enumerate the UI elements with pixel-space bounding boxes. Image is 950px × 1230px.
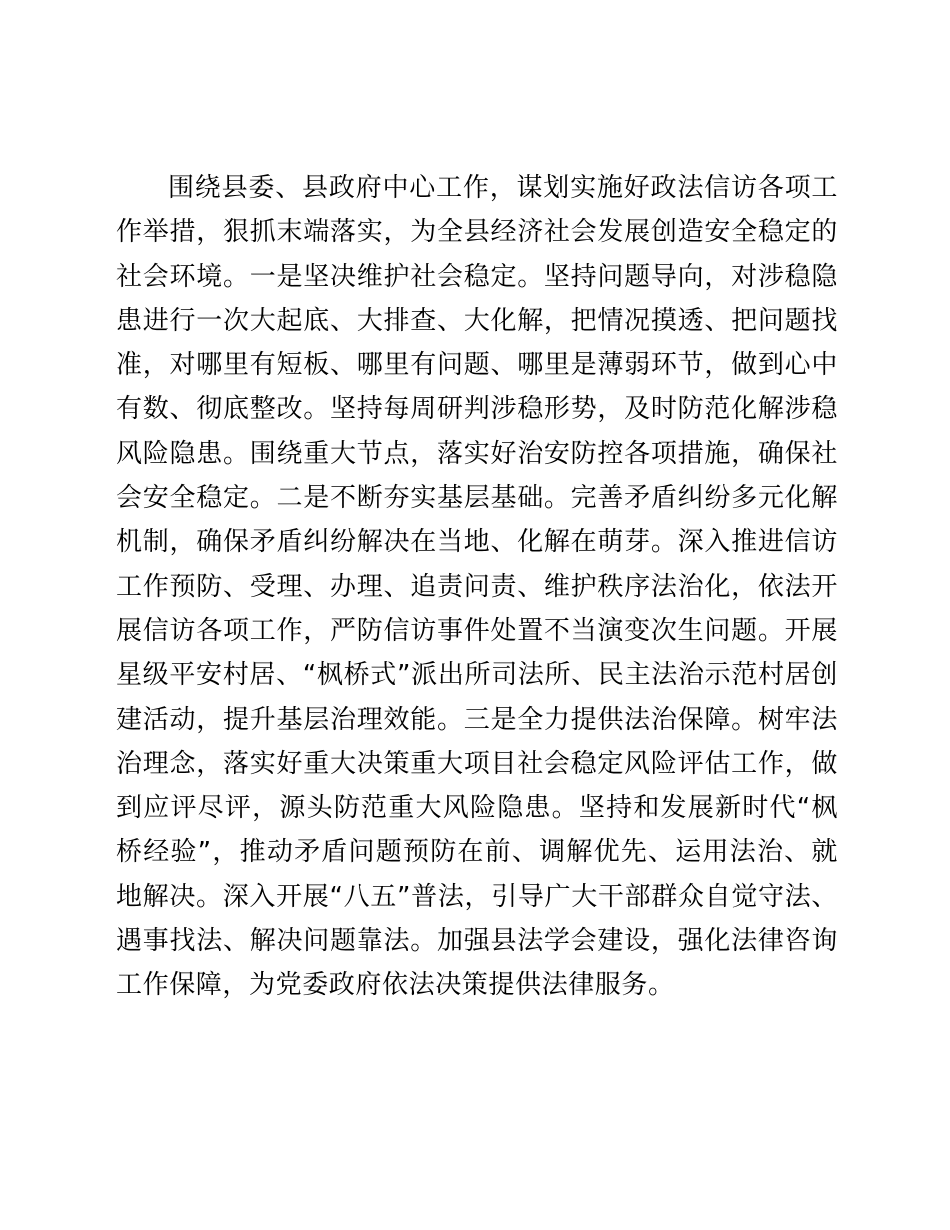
body-paragraph: 围绕县委、县政府中心工作，谋划实施好政法信访各项工作举措，狠抓末端落实，为全县经济社会发展创造安全稳定的社会环境。一是坚决维护社会稳定。坚持问题导向，对涉稳隐患进行一次大起底、大排查、大化解，把情况摸透、把问题找准，对哪里有短板、哪里有问题、哪里是薄弱环节，做到心中有数、彻底整改。坚持每周研判涉稳形势，及时防范化解涉稳风险隐患。围绕重大节点，落实好治安防控各项措施，确保社会安全稳定。二是不断夯实基层基础。完善矛盾纠纷多元化解机制，确保矛盾纠纷解决在当地、化解在萌芽。深入推进信访工作预防、受理、办理、追责问责、维护秩序法治化，依法开展信访各项工作，严防信访事件处置不当演变次生问题。开展星级平安村居、“枫桥式”派出所司法所、民主法治示范村居创建活动，提升基层治理效能。三是全力提供法治保障。树牢法治理念，落实好重大决策重大项目社会稳定风险评估工作，做到应评尽评，源头防范重大风险隐患。坚持和发展新时代“枫桥经验”，推动矛盾问题预防在前、调解优先、运用法治、就地解决。深入开展“八五”普法，引导广大干部群众自觉守法、遇事找法、解决问题靠法。加强县法学会建设，强化法律咨询工作保障，为党委政府依法决策提供法律服务。	[116, 173, 838, 1001]
